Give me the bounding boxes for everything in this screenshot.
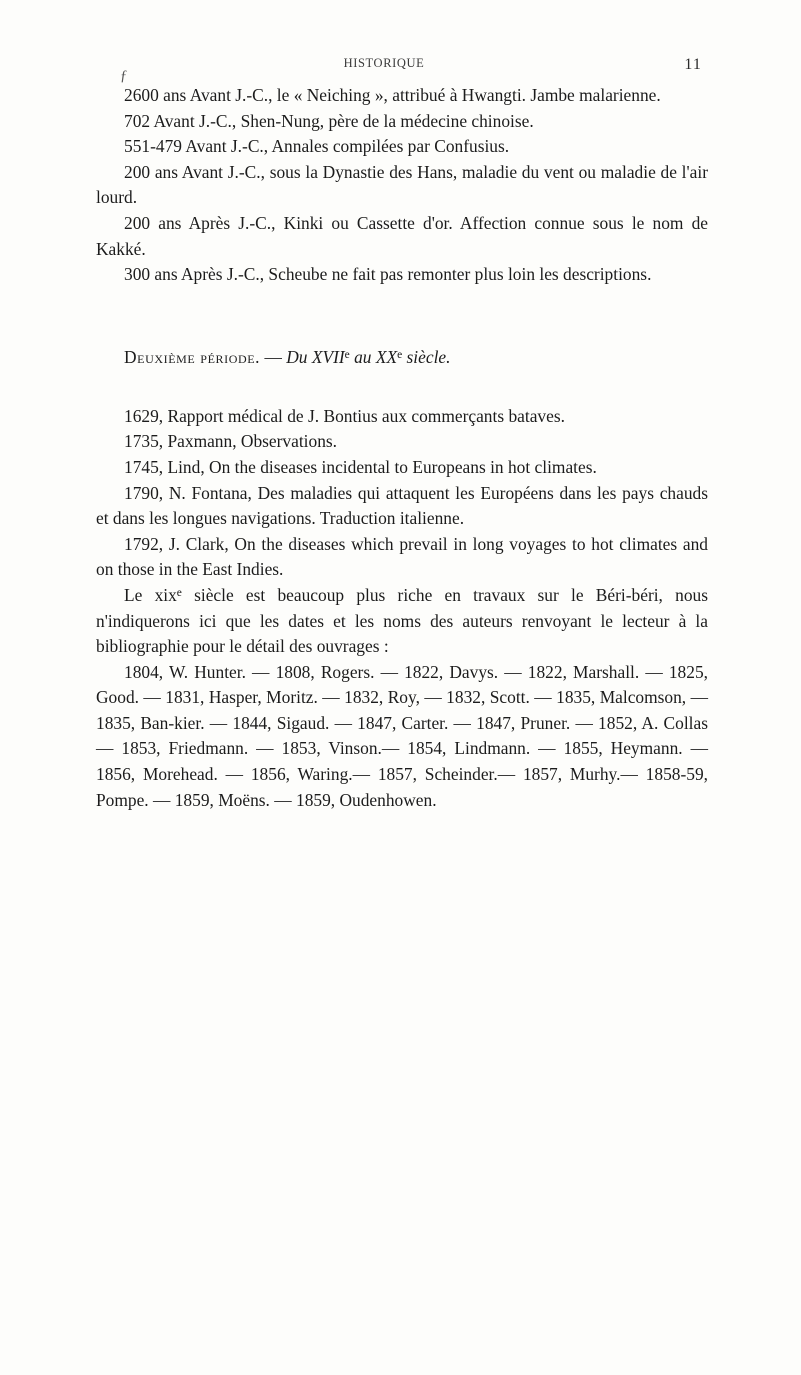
dates-list: 1804, W. Hunter. — 1808, Rogers. — 1822, Davys. — 1822, Marshall. — 1825, Good. — 1831, Hasper, Moritz. — 1832, Roy, — 1832, Scott. — 1835, Malcomson, — 1835, Ban-kier. — 1844, Sigaud. — 1847, Carter. — 1847, Pruner. — 1852, A. Collas — 1853, Friedmann. — 1853, Vinson.— 1854, Lindmann. — 1855, Heymann. — 1856, Morehead. — 1856, Waring.— 1857, Scheinder.— 1857, Murhy.— 1858-59, Pompe. — 1859, Moëns. — 1859, Oudenhowen. <box>96 661 708 810</box>
list-item <box>96 481 708 532</box>
entry-text-9: 1745, Lind, On the diseases incidental to Europeans in hot climates. <box>124 456 597 477</box>
entry-text-4: 200 ans Avant J.-C., sous la Dynastie des Hans, maladie du vent ou maladie de l'air lourd. <box>96 161 708 208</box>
section-ordinal-1: e <box>344 348 350 361</box>
list-item <box>96 211 708 262</box>
list-item <box>96 262 708 288</box>
closing-ordinal: e <box>176 586 182 599</box>
column-mark: ƒ <box>120 68 128 84</box>
list-item <box>96 404 708 430</box>
entry-text-5: 200 ans Après J.-C., Kinki ou Cassette d'or. Affection connue sous le nom de Kakké. <box>96 212 708 259</box>
page-number: 11 <box>684 56 702 73</box>
running-head <box>96 56 708 71</box>
spacer <box>96 288 708 344</box>
section-dash: — <box>264 346 282 367</box>
entry-text-7: 1629, Rapport médical de J. Bontius aux commerçants bataves. <box>124 405 565 426</box>
closing-post: siècle est beaucoup plus riche en travaux sur le Béri-béri, nous n'indiquerons ici que les dates et les noms des auteurs renvoyant le lecteur à la bibliographie pour le détail des ouvrages : <box>96 584 708 657</box>
list-item <box>96 455 708 481</box>
first-entry-list <box>96 83 708 288</box>
entry-text-1: 2600 ans Avant J.-C., le « Neiching », attribué à Hwangti. Jambe malarienne. <box>124 85 661 105</box>
entry-text-8: 1735, Paxmann, Observations. <box>124 431 338 452</box>
second-entry-list <box>96 404 708 583</box>
entry-text-11: 1792, J. Clark, On the diseases which prevail in long voyages to hot climates and on those in the East Indies. <box>96 533 708 580</box>
closing-pre: Le xix <box>124 584 177 605</box>
entry-text-6: 300 ans Après J.-C., Scheube ne fait pas remonter plus loin les descriptions. <box>124 264 652 285</box>
section-label: Deuxième période. <box>124 346 261 367</box>
section-range-pre: Du XVII <box>286 346 345 367</box>
running-head-title: HISTORIQUE <box>343 56 425 70</box>
spacer <box>96 370 708 404</box>
list-item <box>96 429 708 455</box>
entry-text-2: 702 Avant J.-C., Shen-Nung, père de la médecine chinoise. <box>124 110 534 131</box>
entry-text-10: 1790, N. Fontana, Des maladies qui attaquent les Européens dans les pays chauds et dans les longues navigations. Traduction italienne. <box>96 482 708 529</box>
list-item <box>96 532 708 583</box>
entry-text-3: 551-479 Avant J.-C., Annales compilées par Confusius. <box>124 136 510 157</box>
list-item <box>96 160 708 211</box>
list-item <box>96 134 708 160</box>
section-range-post: siècle. <box>402 346 451 367</box>
section-heading <box>96 344 708 370</box>
list-item <box>96 109 708 135</box>
list-item <box>96 83 708 109</box>
page-content <box>96 56 708 813</box>
closing-paragraph <box>96 583 708 660</box>
section-range-mid: au XX <box>349 346 398 367</box>
section-ordinal-2: e <box>397 348 403 361</box>
